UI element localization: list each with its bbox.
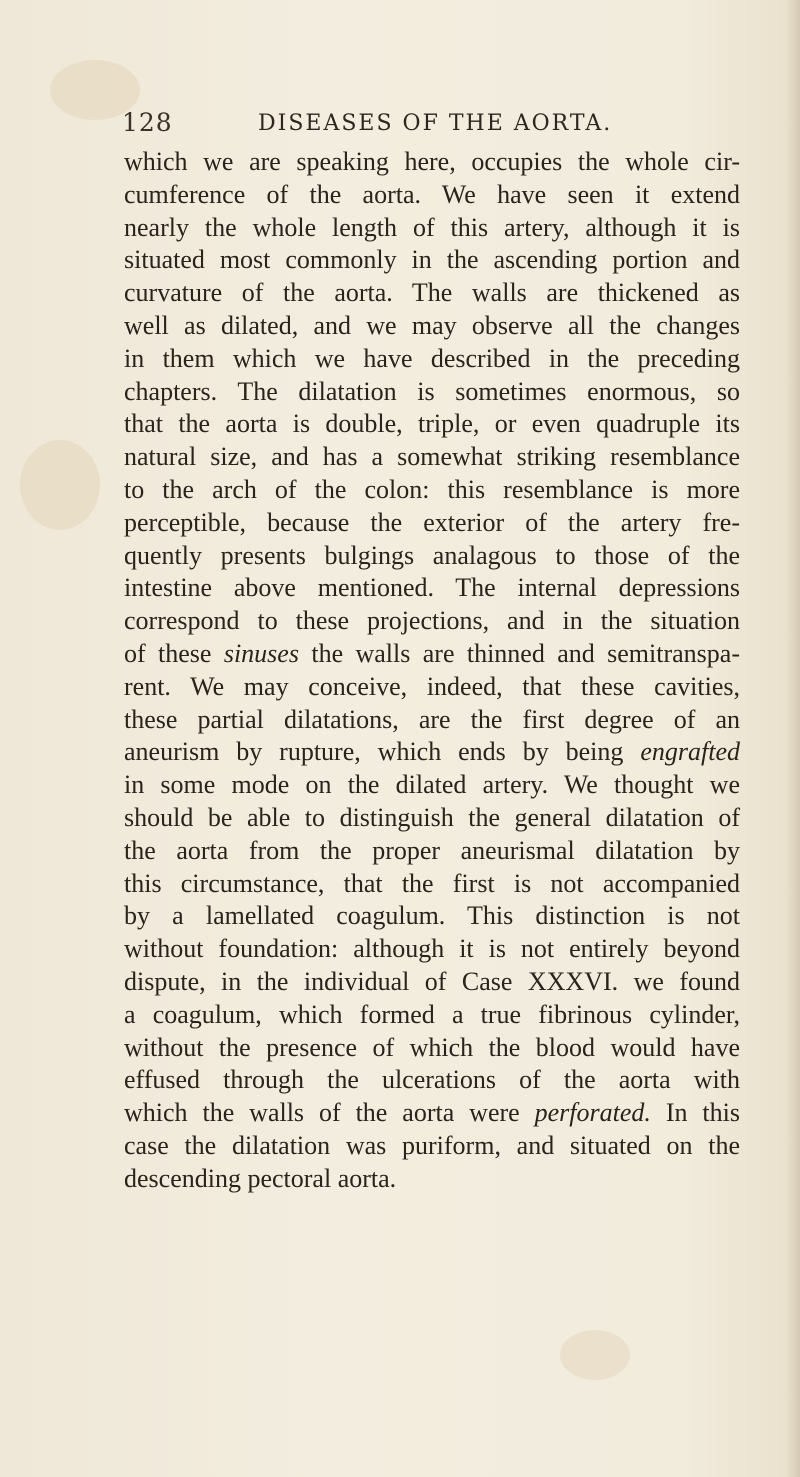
text-segment: the aorta from the proper aneurismal dilatation by: [124, 835, 740, 865]
text-line: [124, 900, 740, 933]
text-line: [124, 605, 740, 638]
text-segment: correspond to these projections, and in the situation: [124, 606, 740, 636]
text-line: [124, 1163, 740, 1196]
text-segment: which we are speaking here, occupies the whole cir-: [124, 147, 740, 176]
text-line: [124, 179, 740, 212]
text-line: [124, 343, 740, 376]
text-line: [124, 1097, 740, 1130]
text-line: [124, 1064, 740, 1097]
text-segment: that the aorta is double, triple, or even quadruple its: [124, 409, 740, 439]
body-text: [124, 146, 740, 1196]
italic-text: engrafted: [640, 737, 740, 767]
text-segment: situated most commonly in the ascending portion and: [124, 245, 740, 275]
page-header: [0, 108, 800, 148]
text-segment: perceptible, because the exterior of the artery fre-: [124, 507, 740, 537]
text-line: [124, 146, 740, 179]
text-segment: the walls are thinned and semitranspa-: [298, 638, 740, 668]
text-segment: to the arch of the colon: this resemblance is more: [124, 474, 740, 504]
text-line: [124, 408, 740, 441]
text-segment: case the dilatation was puriform, and situated on the: [124, 1130, 740, 1160]
text-line: [124, 736, 740, 769]
text-segment: this circumstance, that the first is not accompanied: [124, 868, 740, 898]
text-segment: rent. We may conceive, indeed, that these cavities,: [124, 671, 740, 701]
text-segment: natural size, and has a somewhat striking resemblance: [124, 442, 740, 472]
text-segment: by a lamellated coagulum. This distinction is not: [124, 901, 740, 931]
text-segment: curvature of the aorta. The walls are thickened as: [124, 278, 740, 308]
text-segment: which the walls of the aorta were: [124, 1098, 535, 1128]
text-line: [124, 638, 740, 671]
text-line: [124, 769, 740, 802]
text-segment: quently presents bulgings analagous to those of the: [124, 540, 740, 570]
text-line: [124, 933, 740, 966]
text-segment: dispute, in the individual of Case XXXVI. we found: [124, 966, 740, 996]
text-line: [124, 441, 740, 474]
text-segment: without the presence of which the blood would have: [124, 1032, 740, 1062]
text-line: [124, 540, 740, 573]
text-line: [124, 572, 740, 605]
text-line: [124, 704, 740, 737]
text-segment: chapters. The dilatation is sometimes enormous, so: [124, 376, 740, 406]
text-line: [124, 376, 740, 409]
text-line: [124, 835, 740, 868]
text-segment: In this: [650, 1098, 740, 1128]
text-segment: nearly the whole length of this artery, although it is: [124, 212, 740, 242]
text-line: [124, 244, 740, 277]
text-line: [124, 966, 740, 999]
text-segment: cumference of the aorta. We have seen it extend: [124, 179, 740, 209]
running-title: DISEASES OF THE AORTA.: [258, 111, 613, 136]
text-segment: without foundation: although it is not entirely beyond: [124, 934, 740, 964]
page-edge-shadow: [786, 0, 800, 1477]
text-line: [124, 310, 740, 343]
text-segment: intestine above mentioned. The internal depressions: [124, 573, 740, 603]
page-number: 128: [122, 108, 173, 137]
text-line: [124, 671, 740, 704]
text-segment: aneurism by rupture, which ends by being: [124, 737, 641, 767]
text-line: [124, 1032, 740, 1065]
italic-text: sinuses: [223, 638, 299, 668]
text-segment: well as dilated, and we may observe all the changes: [124, 310, 740, 340]
text-line: [124, 212, 740, 245]
paper-stain: [560, 1330, 630, 1380]
text-segment: in them which we have described in the preceding: [124, 343, 740, 373]
text-line: [124, 277, 740, 310]
text-segment: should be able to distinguish the general dilatation of: [124, 802, 740, 832]
text-segment: effused through the ulcerations of the aorta with: [124, 1065, 740, 1095]
text-line: [124, 999, 740, 1032]
text-line: [124, 474, 740, 507]
italic-text: perforated.: [534, 1098, 651, 1128]
text-segment: descending pectoral aorta.: [124, 1163, 397, 1193]
text-line: [124, 507, 740, 540]
text-line: [124, 868, 740, 901]
text-segment: of these: [124, 638, 224, 668]
paper-stain: [20, 440, 100, 530]
text-segment: these partial dilatations, are the first degree of an: [124, 704, 740, 734]
text-line: [124, 802, 740, 835]
text-line: [124, 1130, 740, 1163]
text-segment: a coagulum, which formed a true fibrinous cylinder,: [124, 999, 740, 1029]
text-segment: in some mode on the dilated artery. We thought we: [124, 770, 740, 800]
